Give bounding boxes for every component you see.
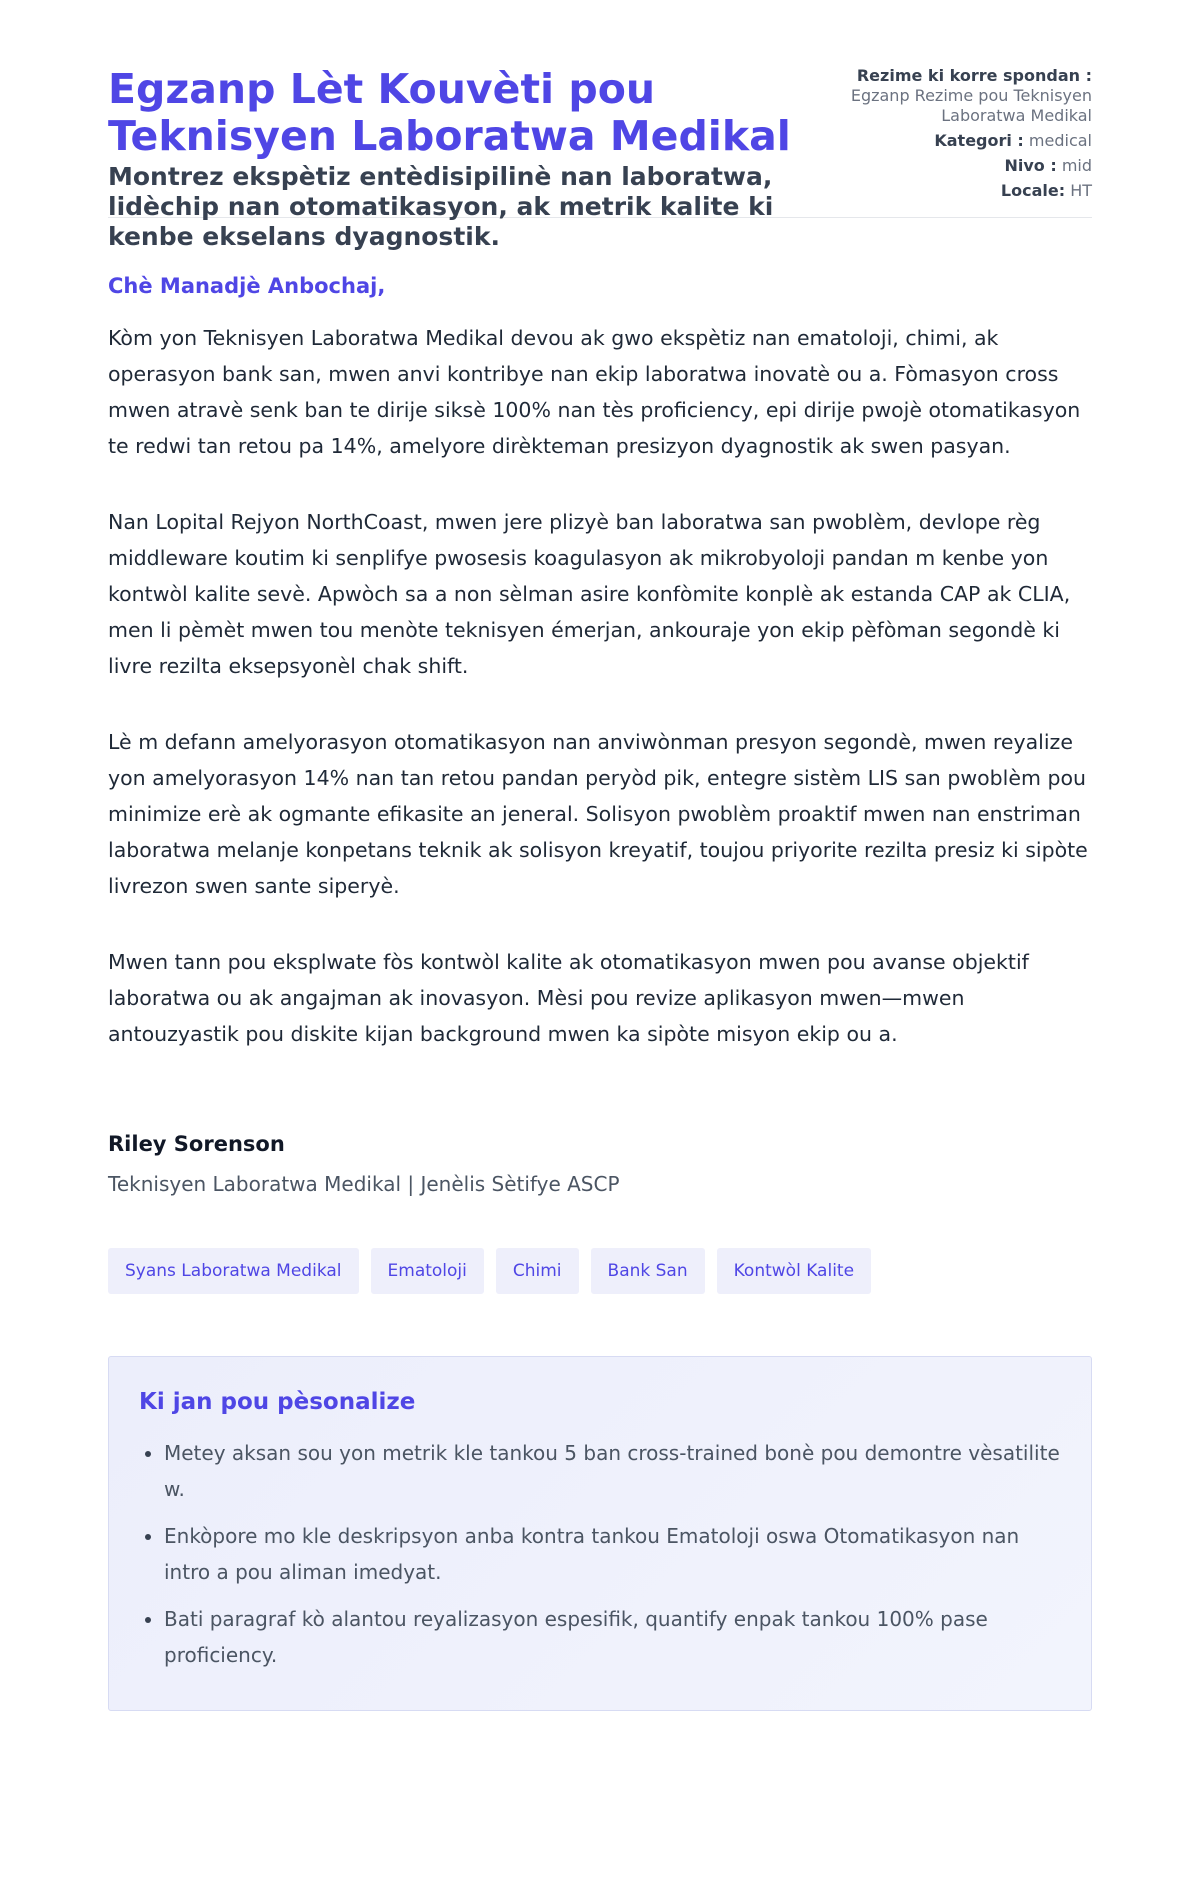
meta-locale-label: Locale:	[1000, 181, 1066, 200]
meta-locale-value: HT	[1070, 181, 1092, 200]
meta-category-value: medical	[1028, 131, 1092, 150]
tip-item: • Enkòpore mo kle deskripsyon anba kontra tankou Ematoloji oswa Otomatikasyon nan intro a pou aliman imedyat.	[164, 1518, 1061, 1590]
meta-level	[792, 156, 1092, 176]
meta-resume-label: Rezime ki korre spondan :	[856, 66, 1092, 85]
skill-tag[interactable]: Kontwòl Kalite	[717, 1248, 871, 1294]
meta-level-value: mid	[1061, 156, 1092, 175]
meta-level-label: Nivo :	[1004, 156, 1057, 175]
letter-paragraph-4: Mwen tann pou eksplwate fòs kontwòl kalite ak otomatikasyon mwen pou avanse objektif laboratwa ou ak angajman ak inovasyon. Mèsi pou revize aplikasyon mwen—mwen antouzyastik pou diskite kijan background mwen ka sipòte misyon ekip ou a.	[108, 950, 1029, 1046]
letter-greeting: Chè Manadjè Anbochaj,	[108, 274, 386, 298]
customization-tips-box	[108, 1356, 1092, 1711]
page-subtitle: Montrez ekspètiz entèdisipilinè nan laboratwa, lidèchip nan otomatikasyon, ak metrik kalite ki kenbe ekselans dyagnostik.	[108, 162, 774, 251]
skill-tags	[108, 1248, 1092, 1294]
meta-resume	[792, 66, 1092, 126]
tip-item: • Metey aksan sou yon metrik kle tankou 5 ban cross-trained bonè pou demontre vèsatilite w.	[164, 1435, 1061, 1507]
page-header	[108, 0, 1092, 251]
meta-panel	[792, 66, 1092, 206]
letter-paragraph-3: Lè m defann amelyorasyon otomatikasyon nan anviwònman presyon segondè, mwen reyalize yon amelyorasyon 14% nan tan retou pandan peryòd pik, entegre sistèm LIS san pwoblèm pou minimize erè ak ogmante efikasite an jeneral. Solisyon pwoblèm proaktif mwen nan enstriman laboratwa melanje konpetans teknik ak solisyon kreyatif, toujou priyorite rezilta presiz ki sipòte livrezon swen sante siperyè.	[108, 730, 1088, 898]
skill-tag[interactable]: Chimi	[496, 1248, 579, 1294]
meta-category	[792, 131, 1092, 151]
signature-title: Teknisyen Laboratwa Medikal | Jenèlis Sètifye ASCP	[108, 1172, 620, 1196]
meta-resume-link[interactable]: Egzanp Rezime pou Teknisyen Laboratwa Medikal	[850, 86, 1092, 125]
signature-name: Riley Sorenson	[108, 1132, 285, 1156]
meta-category-label: Kategori :	[934, 131, 1024, 150]
page-title: Egzanp Lèt Kouvèti pou Teknisyen Laboratwa Medikal	[108, 65, 791, 160]
tip-item: • Bati paragraf kò alantou reyalizasyon espesifik, quantify enpak tankou 100% pase proficiency.	[164, 1601, 1061, 1673]
meta-locale	[792, 181, 1092, 201]
letter-paragraph-2: Nan Lopital Rejyon NorthCoast, mwen jere plizyè ban laboratwa san pwoblèm, devlope règ middleware koutim ki senplifye pwosesis koagulasyon ak mikrobyoloji pandan m kenbe yon kontwòl kalite sevè. Apwòch sa a non sèlman asire konfòmite konplè ak estanda CAP ak CLIA, men li pèmèt mwen tou menòte teknisyen émerjan, ankouraje yon ekip pèfòman segondè ki livre rezilta eksepsyonèl chak shift.	[108, 510, 1071, 678]
letter-paragraph-1: Kòm yon Teknisyen Laboratwa Medikal devou ak gwo ekspètiz nan ematoloji, chimi, ak operasyon bank san, mwen anvi kontribye nan ekip laboratwa inovatè ou a. Fòmasyon cross mwen atravè senk ban te dirije siksè 100% nan tès proficiency, epi dirije pwojè otomatikasyon te redwi tan retou pa 14%, amelyore dirèkteman presizyon dyagnostik ak swen pasyan.	[108, 326, 1081, 458]
skill-tag[interactable]: Ematoloji	[371, 1248, 484, 1294]
skill-tag[interactable]: Syans Laboratwa Medikal	[108, 1248, 359, 1294]
skill-tag[interactable]: Bank San	[591, 1248, 705, 1294]
tips-list	[139, 1435, 1061, 1673]
tips-title: Ki jan pou pèsonalize	[139, 1389, 416, 1415]
